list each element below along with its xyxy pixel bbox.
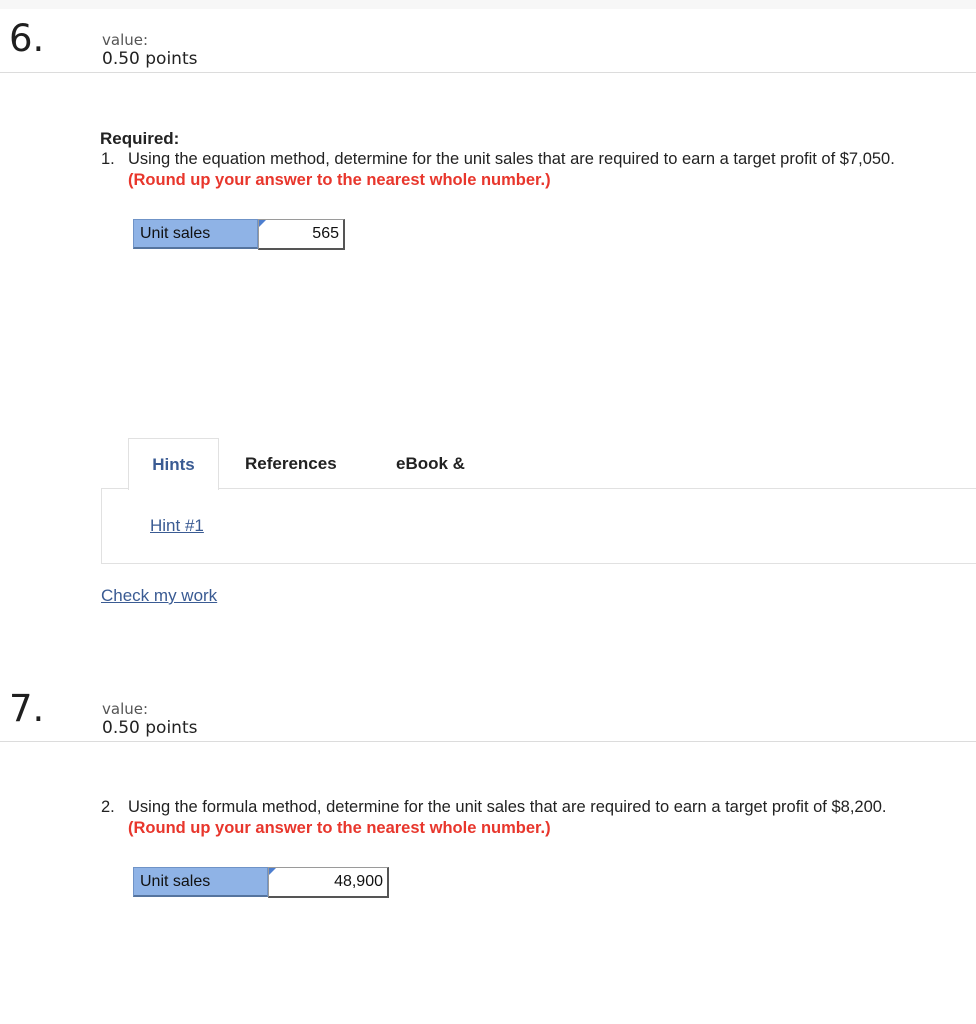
tab-ebook-resources[interactable]: eBook &	[396, 454, 465, 473]
input-marker-icon	[259, 220, 266, 227]
unit-sales-label: Unit sales	[133, 867, 268, 897]
question-7-points: 0.50 points	[102, 718, 198, 738]
unit-sales-value: 48,900	[334, 873, 383, 890]
question-7-note: (Round up your answer to the nearest whole number.)	[128, 819, 551, 837]
unit-sales-value: 565	[312, 225, 339, 242]
question-6-answer-row	[133, 219, 345, 249]
top-strip	[0, 0, 976, 9]
hint-1-link[interactable]: Hint #1	[150, 516, 204, 535]
unit-sales-label: Unit sales	[133, 219, 258, 249]
tab-hints[interactable]: Hints	[128, 438, 219, 490]
unit-sales-input[interactable]	[268, 867, 389, 898]
divider	[0, 72, 976, 73]
question-7-body: Using the formula method, determine for the unit sales that are required to earn a target profit of $8,200.	[128, 798, 887, 816]
divider	[0, 741, 976, 742]
question-7-value-label: value:	[102, 700, 149, 718]
hints-panel	[101, 488, 976, 564]
question-6-value-label: value:	[102, 31, 149, 49]
item-number: 1.	[101, 150, 115, 168]
input-marker-icon	[269, 868, 276, 875]
question-6-body: Using the equation method, determine for the unit sales that are required to earn a target profit of $7,050.	[128, 150, 895, 168]
question-7-answer-row	[133, 867, 389, 897]
question-7-text	[101, 797, 961, 839]
question-6-number: 6.	[9, 17, 45, 60]
question-6-text	[101, 149, 901, 191]
required-heading: Required:	[100, 129, 180, 148]
question-7-number: 7.	[9, 687, 45, 730]
question-6-note: (Round up your answer to the nearest whole number.)	[128, 171, 551, 189]
item-number: 2.	[101, 798, 115, 816]
unit-sales-input[interactable]	[258, 219, 345, 250]
tab-references[interactable]: References	[245, 454, 337, 473]
question-6-points: 0.50 points	[102, 49, 198, 69]
check-my-work-link[interactable]: Check my work	[101, 586, 218, 605]
